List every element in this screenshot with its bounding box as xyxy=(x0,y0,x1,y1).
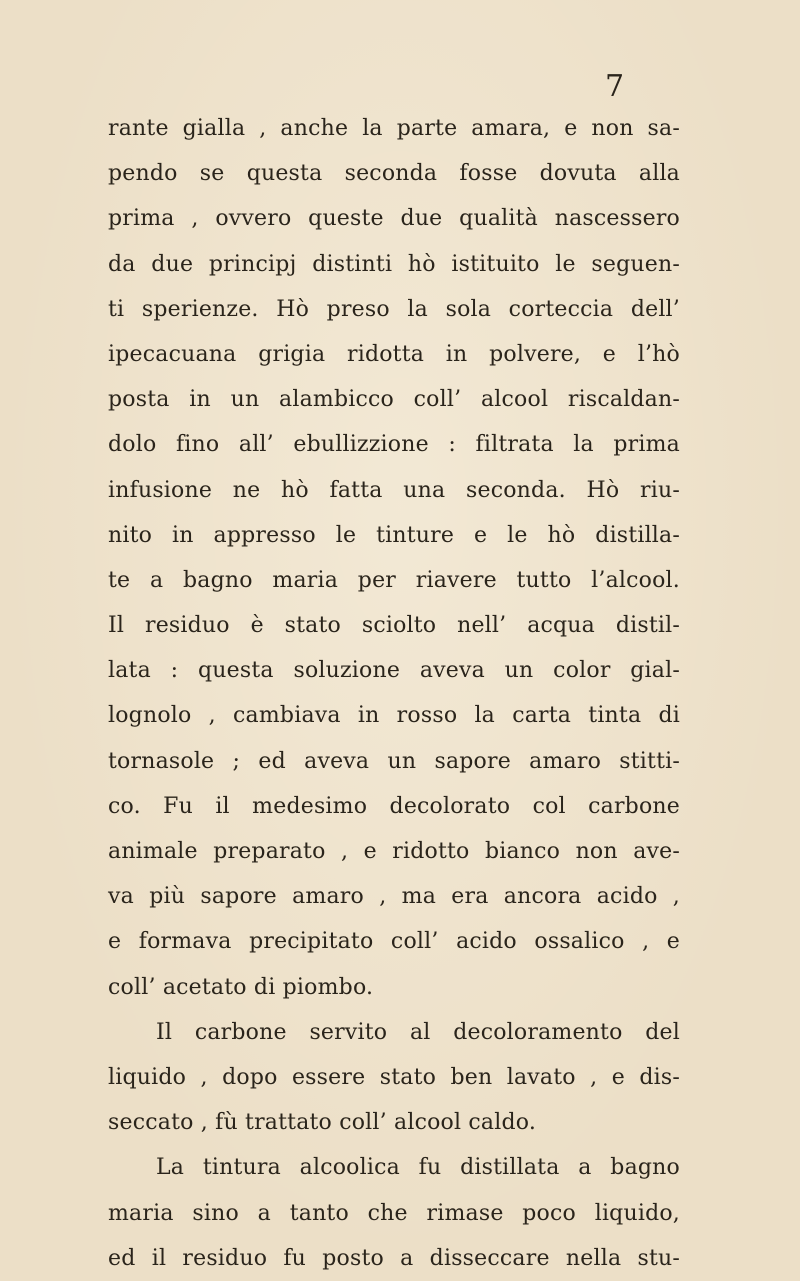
text-line: co. Fu il medesimo decolorato col carbone xyxy=(108,793,680,819)
page-number: 7 xyxy=(605,69,625,104)
text-line: va più sapore amaro , ma era ancora acido , xyxy=(108,884,680,910)
text-line: coll’ acetato di piombo. xyxy=(108,974,374,1000)
text-line: nito in appresso le tinture e le hò distilla- xyxy=(108,522,680,548)
text-line: pendo se questa seconda fosse dovuta alla xyxy=(108,161,680,187)
text-line: posta in un alambicco coll’ alcool riscaldan- xyxy=(108,387,680,413)
text-line: seccato , fù trattato coll’ alcool caldo. xyxy=(108,1110,537,1136)
text-line: rante gialla , anche la parte amara, e non sa- xyxy=(108,116,680,141)
text-line: ti sperienze. Hò preso la sola corteccia dell’ xyxy=(108,296,680,322)
text-line: infusione ne hò fatta una seconda. Hò riu- xyxy=(108,477,680,503)
text-line: ed il residuo fu posto a disseccare nella stu- xyxy=(108,1245,680,1271)
text-line: lata : questa soluzione aveva un color gial- xyxy=(108,658,680,684)
text-line: te a bagno maria per riavere tutto l’alcool. xyxy=(108,567,680,593)
text-line: ipecacuana grigia ridotta in polvere, e l’hò xyxy=(108,341,680,367)
text-line: Il residuo è stato sciolto nell’ acqua distil- xyxy=(108,613,680,639)
text-line: Il carbone servito al decoloramento del xyxy=(156,1019,680,1045)
text-line: lognolo , cambiava in rosso la carta tinta di xyxy=(108,703,680,729)
text-line: La tintura alcoolica fu distillata a bagno xyxy=(156,1155,680,1181)
text-line: e formava precipitato coll’ acido ossalico , e xyxy=(108,929,680,955)
text-line: maria sino a tanto che rimase poco liquido, xyxy=(108,1200,680,1226)
text-line: dolo fino all’ ebullizzione : filtrata la prima xyxy=(108,432,680,458)
body-text xyxy=(108,106,680,1281)
text-line: da due principj distinti hò istituito le seguen- xyxy=(108,251,680,277)
text-line: liquido , dopo essere stato ben lavato , e dis- xyxy=(108,1064,680,1090)
text-line: prima , ovvero queste due qualità nascessero xyxy=(108,206,680,232)
text-line: tornasole ; ed aveva un sapore amaro stitti- xyxy=(108,748,680,774)
text-line: animale preparato , e ridotto bianco non ave- xyxy=(108,839,680,864)
